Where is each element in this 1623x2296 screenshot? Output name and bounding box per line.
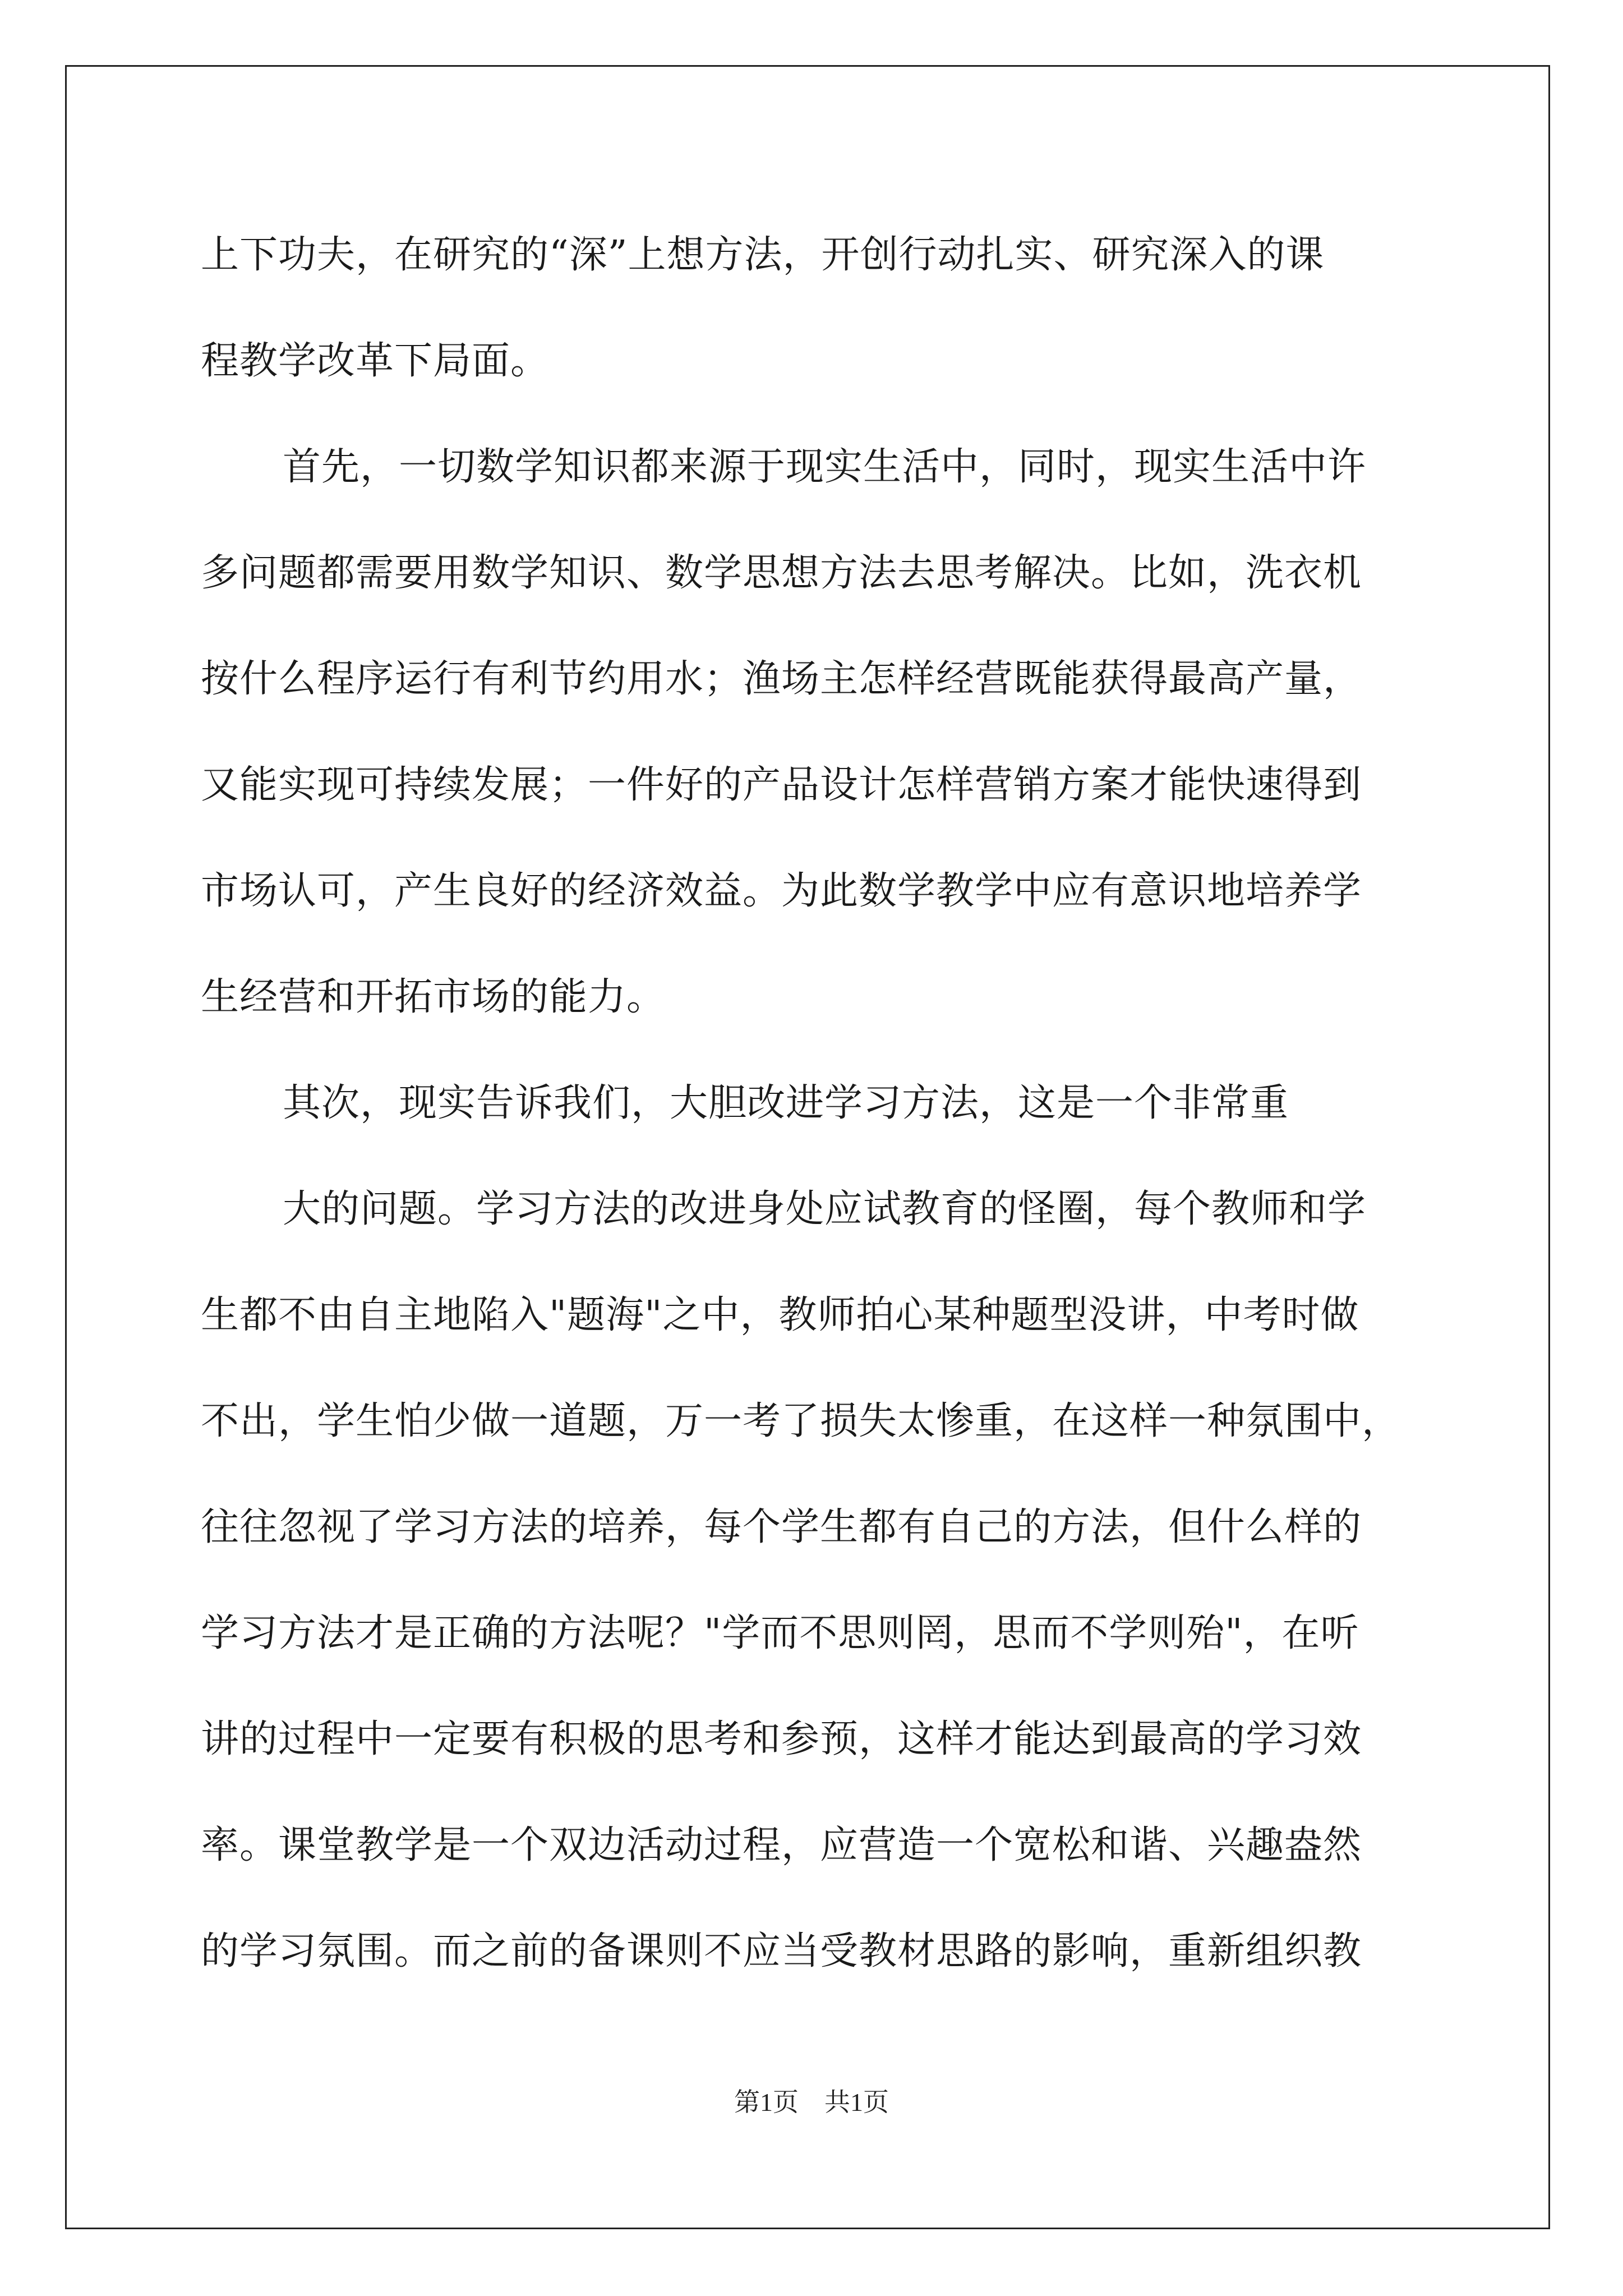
- text-line: 首先，一切数学知识都来源于现实生活中，同时，现实生活中许: [283, 445, 1367, 489]
- text-line: 不出，学生怕少做一道题，万一考了损失太惨重，在这样一种氛围中，: [201, 1399, 1401, 1443]
- text-line: 率。课堂教学是一个双边活动过程，应营造一个宽松和谐、兴趣盎然: [201, 1823, 1362, 1867]
- text-line: 多问题都需要用数学知识、数学思想方法去思考解决。比如，洗衣机: [201, 551, 1362, 595]
- text-line: 生都不由自主地陷入"题海"之中，教师拍心某种题型没讲，中考时做: [201, 1293, 1359, 1337]
- text-line: 按什么程序运行有利节约用水；渔场主怎样经营既能获得最高产量，: [201, 657, 1362, 701]
- text-line: 学习方法才是正确的方法呢？"学而不思则罔，思而不学则殆"，在听: [201, 1611, 1359, 1655]
- page-number-footer: 第1页 共1页: [734, 2088, 889, 2116]
- document-body: [201, 202, 1440, 2004]
- text-line: 生经营和开拓市场的能力。: [201, 975, 666, 1019]
- text-line: 程教学改革下局面。: [201, 339, 550, 383]
- text-line: 讲的过程中一定要有积极的思考和参预，这样才能达到最高的学习效: [201, 1717, 1362, 1761]
- text-line: 往往忽视了学习方法的培养，每个学生都有自己的方法，但什么样的: [201, 1505, 1362, 1549]
- text-line: 又能实现可持续发展；一件好的产品设计怎样营销方案才能快速得到: [201, 763, 1362, 807]
- text-line: 上下功夫，在研究的“深”上想方法，开创行动扎实、研究深入的课: [201, 233, 1325, 277]
- text-line: 市场认可，产生良好的经济效益。为此数学教学中应有意识地培养学: [201, 869, 1362, 913]
- text-line: 的学习氛围。而之前的备课则不应当受教材思路的影响，重新组织教: [201, 1929, 1362, 1973]
- text-line: 大的问题。学习方法的改进身处应试教育的怪圈，每个教师和学: [283, 1187, 1367, 1231]
- text-line: 其次，现实告诉我们，大胆改进学习方法，这是一个非常重: [283, 1081, 1289, 1125]
